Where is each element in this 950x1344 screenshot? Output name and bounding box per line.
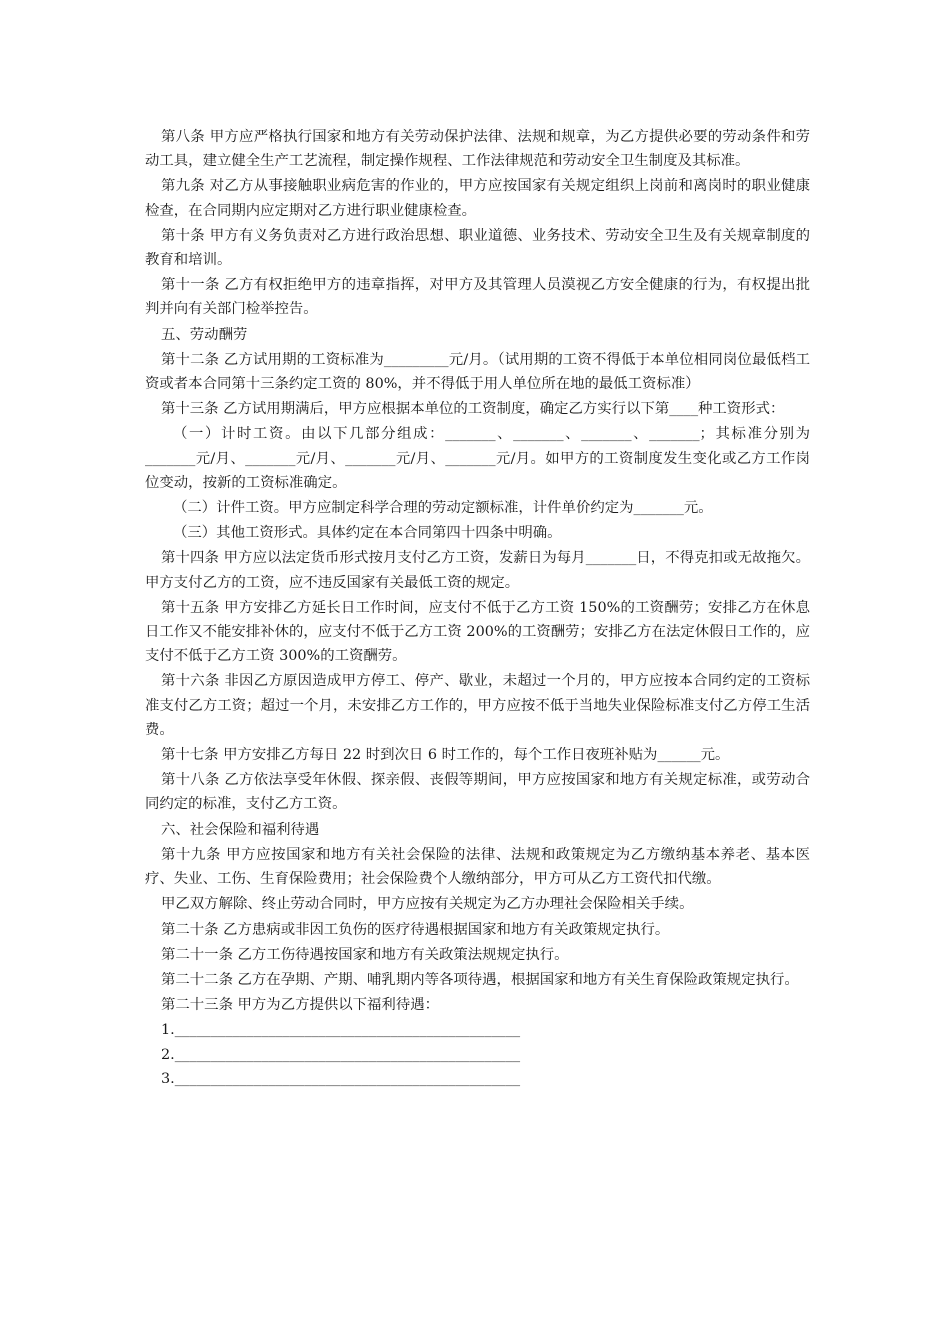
article-20: 第二十条 乙方患病或非因工负伤的医疗待遇根据国家和地方有关政策规定执行。 (161, 921, 670, 938)
article-19-continued: 甲乙双方解除、终止劳动合同时，甲方应按有关规定为乙方办理社会保险相关手续。 (161, 896, 694, 913)
article-17: 第十七条 甲方安排乙方每日 22 时到次日 6 时工作的，每个工作日夜班补贴为______元。 (161, 747, 730, 764)
article-13-time-wage: （一）计时工资。由以下几部分组成：_______、_______、_______、_______；其标准分别为_______元/月、_______元/月、_______元/月、_______元/月。如甲方的工资制度发生变化或乙方工作岗位变动，按新的工资标准确定。 (145, 426, 810, 491)
article-23: 第二十三条 甲方为乙方提供以下福利待遇： (161, 997, 439, 1014)
article-21: 第二十一条 乙方工伤待遇按国家和地方有关政策法规规定执行。 (161, 946, 569, 963)
article-8: 第八条 甲方应严格执行国家和地方有关劳动保护法律、法规和规章，为乙方提供必要的劳动条件和劳动工具，建立健全生产工艺流程，制定操作规程、工作法律规范和劳动安全卫生制度及其标准。 (145, 129, 810, 170)
section-heading-6: 六、社会保险和福利待遇 (161, 821, 320, 838)
article-15: 第十五条 甲方安排乙方延长日工作时间，应支付不低于乙方工资 150%的工资酬劳；安排乙方在休息日工作又不能安排补休的，应支付不低于乙方工资 200%的工资酬劳；安排乙方在法定休假日工作的，应支付不低于乙方工资 300%的工资酬劳。 (145, 599, 810, 665)
article-12: 第十二条 乙方试用期的工资标准为_________元/月。（试用期的工资不得低于本单位相同岗位最低档工资或者本合同第十三条约定工资的 80%，并不得低于用人单位所在地的最低工资标准） (145, 351, 810, 393)
article-22: 第二十二条 乙方在孕期、产期、哺乳期内等各项待遇，根据国家和地方有关生育保险政策规定执行。 (161, 971, 799, 988)
article-14: 第十四条 甲方应以法定货币形式按月支付乙方工资，发薪日为每月_______日，不得克扣或无故拖欠。甲方支付乙方的工资，应不违反国家有关最低工资的规定。 (145, 550, 810, 591)
article-13: 第十三条 乙方试用期满后，甲方应根据本单位的工资制度，确定乙方实行以下第____种工资形式： (161, 401, 785, 418)
benefit-item-3: 3.________________________________________________ (161, 1070, 521, 1087)
article-9: 第九条 对乙方从事接触职业病危害的作业的，甲方应按国家有关规定组织上岗前和离岗时的职业健康检查，在合同期内应定期对乙方进行职业健康检查。 (145, 178, 810, 219)
contract-page (145, 125, 810, 1091)
article-13-other-wage: （三）其他工资形式。具体约定在本合同第四十四条中明确。 (173, 525, 562, 542)
article-19: 第十九条 甲方应按国家和地方有关社会保险的法律、法规和政策规定为乙方缴纳基本养老、基本医疗、失业、工伤、生育保险费用；社会保险费个人缴纳部分，甲方可从乙方工资代扣代缴。 (145, 846, 810, 888)
section-heading-5: 五、劳动酬劳 (161, 326, 248, 343)
article-13-piece-wage: （二）计件工资。甲方应制定科学合理的劳动定额标准，计件单价约定为_______元。 (173, 500, 713, 517)
article-11: 第十一条 乙方有权拒绝甲方的违章指挥，对甲方及其管理人员漠视乙方安全健康的行为，有权提出批判并向有关部门检举控告。 (145, 277, 810, 318)
article-18: 第十八条 乙方依法享受年休假、探亲假、丧假等期间，甲方应按国家和地方有关规定标准，或劳动合同约定的标准，支付乙方工资。 (145, 772, 810, 813)
benefit-item-2: 2.________________________________________________ (161, 1046, 521, 1063)
article-16: 第十六条 非因乙方原因造成甲方停工、停产、歇业，未超过一个月的，甲方应按本合同约定的工资标准支付乙方工资；超过一个月，未安排乙方工作的，甲方应按不低于当地失业保险标准支付乙方停工生活费。 (145, 673, 810, 738)
benefit-item-1: 1.________________________________________________ (161, 1022, 521, 1039)
article-10: 第十条 甲方有义务负责对乙方进行政治思想、职业道德、业务技术、劳动安全卫生及有关规章制度的教育和培训。 (145, 227, 810, 269)
